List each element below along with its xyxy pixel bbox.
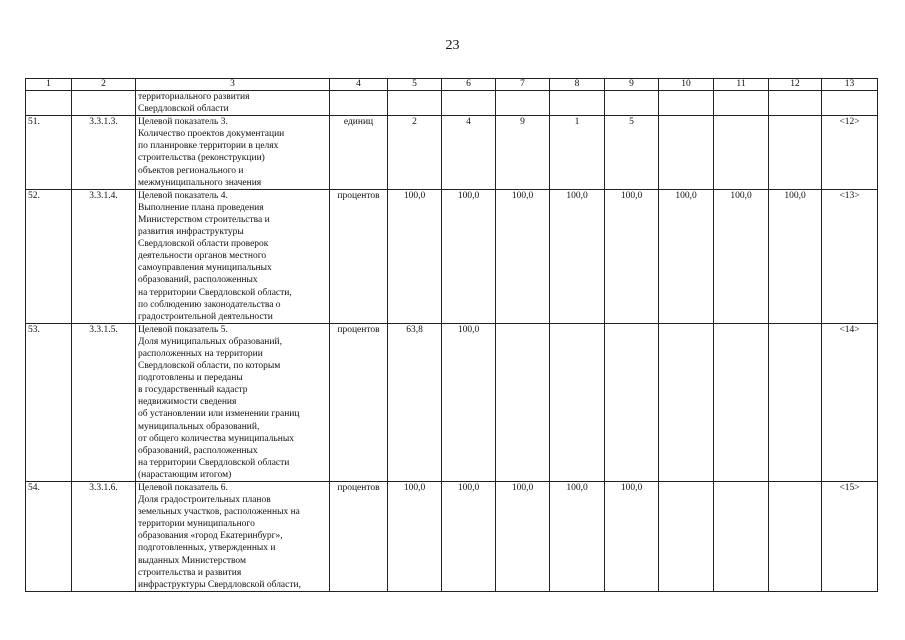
value-cell (442, 91, 496, 116)
value-cell: 100,0 (605, 189, 659, 323)
column-number: 2 (72, 79, 136, 91)
description-line: недвижимости сведения (138, 397, 237, 408)
description-line: по соблюдению законодательства о (138, 299, 281, 310)
description-line: Доля градостроительных планов (138, 495, 271, 506)
value-cell: 100,0 (496, 189, 550, 323)
description-line: Министерством строительства и (138, 214, 270, 225)
column-number: 3 (136, 79, 330, 91)
value-cell (769, 116, 822, 190)
indicator-description-cell (136, 116, 330, 190)
description-line: Свердловской области (138, 104, 229, 115)
unit-cell: процентов (330, 189, 388, 323)
description-line: в государственный кадастр (138, 385, 248, 396)
description-line: Целевой показатель 6. (138, 483, 228, 493)
indicator-code-cell: 3.3.1.3. (72, 116, 136, 190)
description-line: Доля муниципальных образований, (138, 336, 282, 347)
value-cell: 100,0 (388, 482, 442, 592)
value-cell: 100,0 (769, 189, 822, 323)
value-cell: 100,0 (714, 189, 769, 323)
description-line: муниципальных образований, (138, 421, 260, 432)
page-number: 23 (445, 38, 460, 53)
column-number: 10 (659, 79, 714, 91)
description-line: подготовлены и переданы (138, 373, 243, 384)
description-line: самоуправления муниципальных (138, 263, 272, 274)
note-cell: <14> (822, 323, 878, 481)
description-line: Целевой показатель 4. (138, 190, 228, 201)
row-number-cell: 52. (26, 189, 72, 323)
description-line: деятельности органов местного (138, 251, 267, 262)
table-row (26, 323, 878, 481)
description-line: образований, расположенных (138, 275, 258, 286)
column-number-row (26, 79, 878, 91)
value-cell: 100,0 (388, 189, 442, 323)
column-number: 12 (769, 79, 822, 91)
indicator-description-cell (136, 189, 330, 323)
indicator-code-cell (72, 91, 136, 116)
column-number: 7 (496, 79, 550, 91)
value-cell: 100,0 (496, 482, 550, 592)
description-line: объектов регионального и (138, 165, 244, 176)
unit-cell: процентов (330, 323, 388, 481)
description-line: выданных Министерством (138, 555, 246, 566)
indicator-description-cell (136, 482, 330, 592)
description-line: Целевой показатель 5. (138, 324, 228, 335)
value-cell (550, 91, 605, 116)
value-cell: 100,0 (550, 189, 605, 323)
indicator-code-cell: 3.3.1.5. (72, 323, 136, 481)
value-cell (714, 116, 769, 190)
value-cell (550, 323, 605, 481)
column-number: 13 (822, 79, 878, 91)
value-cell: 100,0 (442, 323, 496, 481)
indicator-description-cell (136, 323, 330, 481)
description-line: градостроительной деятельности (138, 311, 273, 322)
indicator-code-cell: 3.3.1.6. (72, 482, 136, 592)
description-line: образования «город Екатеринбург», (138, 531, 283, 542)
column-number: 1 (26, 79, 72, 91)
description-line: об установлении или изменении границ (138, 409, 300, 420)
value-cell (605, 91, 659, 116)
value-cell (659, 91, 714, 116)
description-line: Целевой показатель 3. (138, 117, 228, 128)
value-cell: 9 (496, 116, 550, 190)
description-line: от общего количества муниципальных (138, 433, 294, 444)
description-line: земельных участков, расположенных на (138, 507, 300, 518)
description-line: (нарастающим итогом) (138, 469, 232, 480)
row-number-cell (26, 91, 72, 116)
description-line: на территории Свердловской области, (138, 287, 292, 298)
value-cell: 63,8 (388, 323, 442, 481)
indicator-description-cell (136, 91, 330, 116)
column-number: 11 (714, 79, 769, 91)
unit-cell: единиц (330, 116, 388, 190)
table-row (26, 116, 878, 190)
value-cell: 1 (550, 116, 605, 190)
description-line: территориального развития (138, 92, 250, 102)
value-cell: 4 (442, 116, 496, 190)
note-cell: <13> (822, 189, 878, 323)
column-number: 6 (442, 79, 496, 91)
column-number: 4 (330, 79, 388, 91)
indicator-code-cell: 3.3.1.4. (72, 189, 136, 323)
value-cell (496, 91, 550, 116)
value-cell (605, 323, 659, 481)
note-cell (822, 91, 878, 116)
value-cell (769, 91, 822, 116)
description-line: развития инфраструктуры (138, 227, 244, 238)
value-cell: 100,0 (659, 189, 714, 323)
value-cell (714, 482, 769, 592)
row-number-cell: 51. (26, 116, 72, 190)
unit-cell (330, 91, 388, 116)
description-line: Свердловской области, по которым (138, 361, 281, 372)
table-row (26, 91, 878, 116)
value-cell (496, 323, 550, 481)
description-line: по планировке территории в целях (138, 141, 279, 152)
value-cell: 100,0 (442, 482, 496, 592)
value-cell (659, 482, 714, 592)
description-line: Свердловской области проверок (138, 239, 269, 250)
note-cell: <15> (822, 482, 878, 592)
description-line: инфраструктуры Свердловской области, (138, 579, 301, 590)
description-line: Выполнение плана проведения (138, 202, 264, 213)
row-number-cell: 53. (26, 323, 72, 481)
column-number: 5 (388, 79, 442, 91)
row-number-cell: 54. (26, 482, 72, 592)
table-row (26, 189, 878, 323)
value-cell (714, 323, 769, 481)
note-cell: <12> (822, 116, 878, 190)
description-line: территории муниципального (138, 519, 255, 530)
value-cell (769, 323, 822, 481)
description-line: на территории Свердловской области (138, 457, 290, 468)
column-number: 8 (550, 79, 605, 91)
value-cell: 100,0 (550, 482, 605, 592)
value-cell: 100,0 (442, 189, 496, 323)
description-line: расположенных на территории (138, 348, 263, 359)
unit-cell: процентов (330, 482, 388, 592)
description-line: образований, расположенных (138, 445, 258, 456)
value-cell (659, 323, 714, 481)
column-number: 9 (605, 79, 659, 91)
value-cell (388, 91, 442, 116)
description-line: Количество проектов документации (138, 129, 285, 140)
description-line: строительства (реконструкции) (138, 153, 265, 164)
value-cell: 100,0 (605, 482, 659, 592)
table-row (26, 482, 878, 592)
description-line: межмуниципального значения (138, 177, 262, 188)
value-cell (714, 91, 769, 116)
value-cell (659, 116, 714, 190)
value-cell (769, 482, 822, 592)
description-line: строительства и развития (138, 567, 242, 578)
indicators-table (25, 78, 878, 592)
description-line: подготовленных, утвержденных и (138, 543, 276, 554)
value-cell: 5 (605, 116, 659, 190)
value-cell: 2 (388, 116, 442, 190)
